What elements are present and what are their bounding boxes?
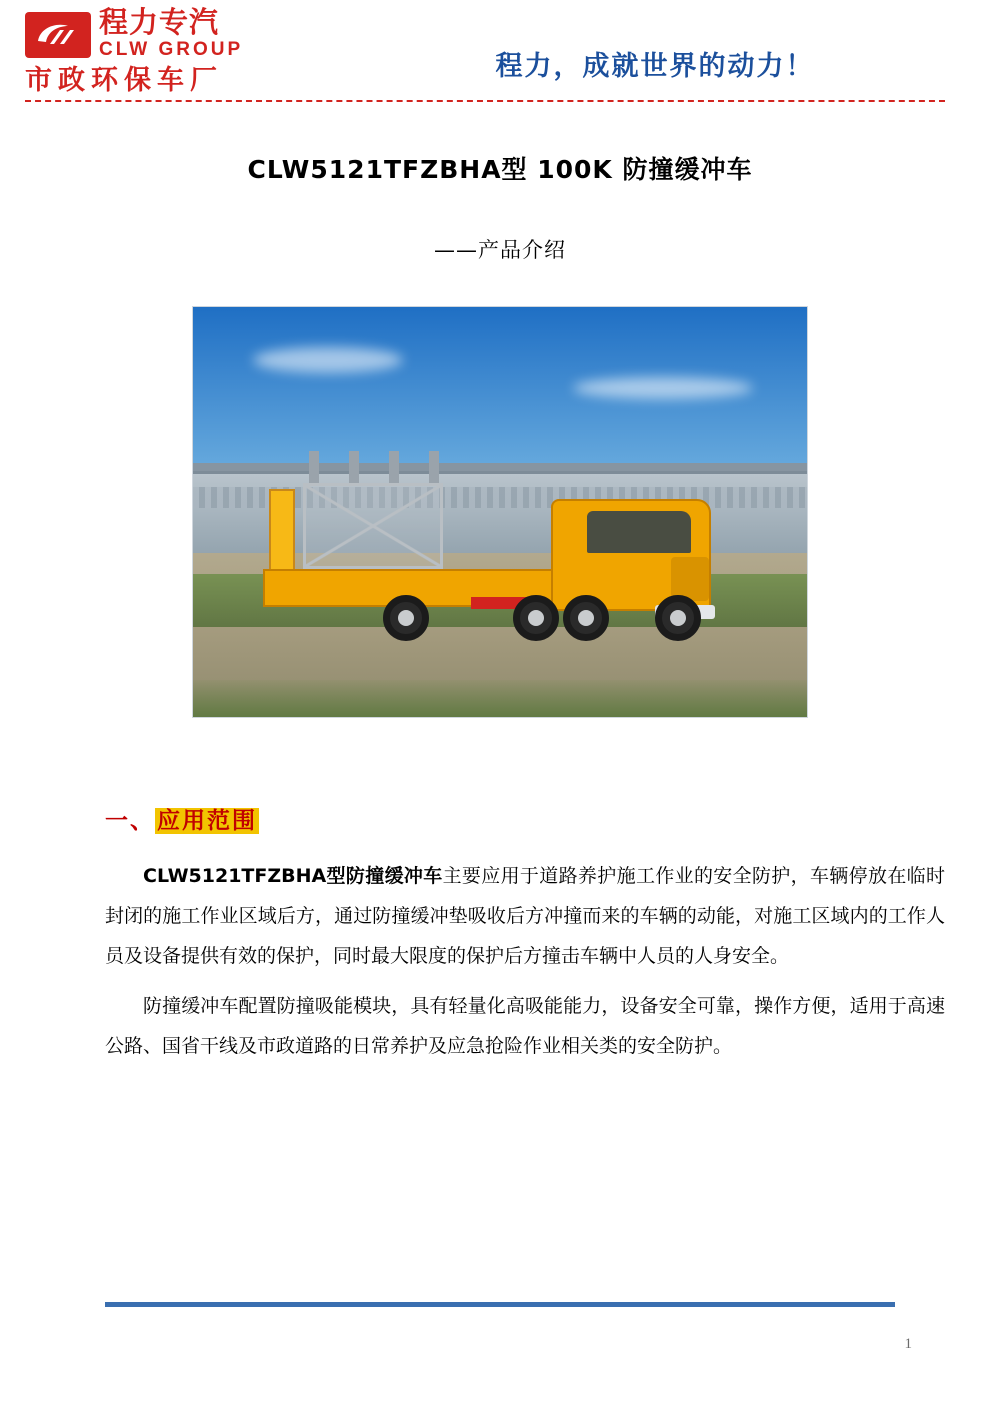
truck-crash-cushion-frame [303,483,443,569]
page-header [0,0,1000,110]
page-title: CLW5121TFZBHA型 100K 防撞缓冲车 [247,155,753,184]
paragraph-text: 防撞缓冲车配置防撞吸能模块，具有轻量化高吸能能力，设备安全可靠，操作方便，适用于高速公路、国省干线及市政道路的日常养护及应急抢险作业相关类的安全防护。 [105,994,945,1057]
paragraph [105,987,945,1067]
clw-logo-icon [25,12,91,58]
paragraph-lead-bold: CLW5121TFZBHA型防撞缓冲车 [143,865,443,887]
photo-cloud [253,347,403,373]
truck-wheel [383,595,429,641]
truck-wheel [563,595,609,641]
section-number: 一、 [105,808,155,834]
logo-text-english: CLW GROUP [99,39,244,60]
section-application-scope [105,802,945,1066]
company-slogan: 程力，成就世界的动力！ [495,51,815,82]
photo-cloud [573,377,753,399]
truck-post [309,451,319,485]
page-number: 1 [904,1336,912,1352]
logo-text-chinese: 程力专汽 [99,5,220,39]
truck-post [429,451,439,485]
truck-post [389,451,399,485]
product-photo [192,306,808,718]
footer-divider [105,1302,895,1307]
truck-wheel [655,595,701,641]
truck-windshield [587,511,691,553]
header-divider [25,100,945,102]
page-subtitle: ——产品介绍 [434,238,566,262]
paragraph [105,857,945,977]
photo-truck [263,455,733,645]
section-heading-label: 应用范围 [157,808,257,834]
photo-foreground-grass [193,680,807,717]
truck-wheel [513,595,559,641]
logo-subtitle: 市政环保车厂 [25,64,223,96]
truck-post [349,451,359,485]
logo-text-block [99,5,244,62]
section-heading [105,802,259,835]
logo-top-row [25,5,244,62]
swoosh-icon [34,20,80,50]
paragraph-text: 主要应用于道路养护施工作业的安全防护，车辆停放在临时封闭的施工作业区域后方，通过防撞缓冲垫吸收后方冲撞而来的车辆的动能，对施工区域内的工作人员及设备提供有效的保护，同时最大限度的保护后方撞击车辆中人员的人身安全。 [105,865,945,967]
company-logo [25,5,325,96]
